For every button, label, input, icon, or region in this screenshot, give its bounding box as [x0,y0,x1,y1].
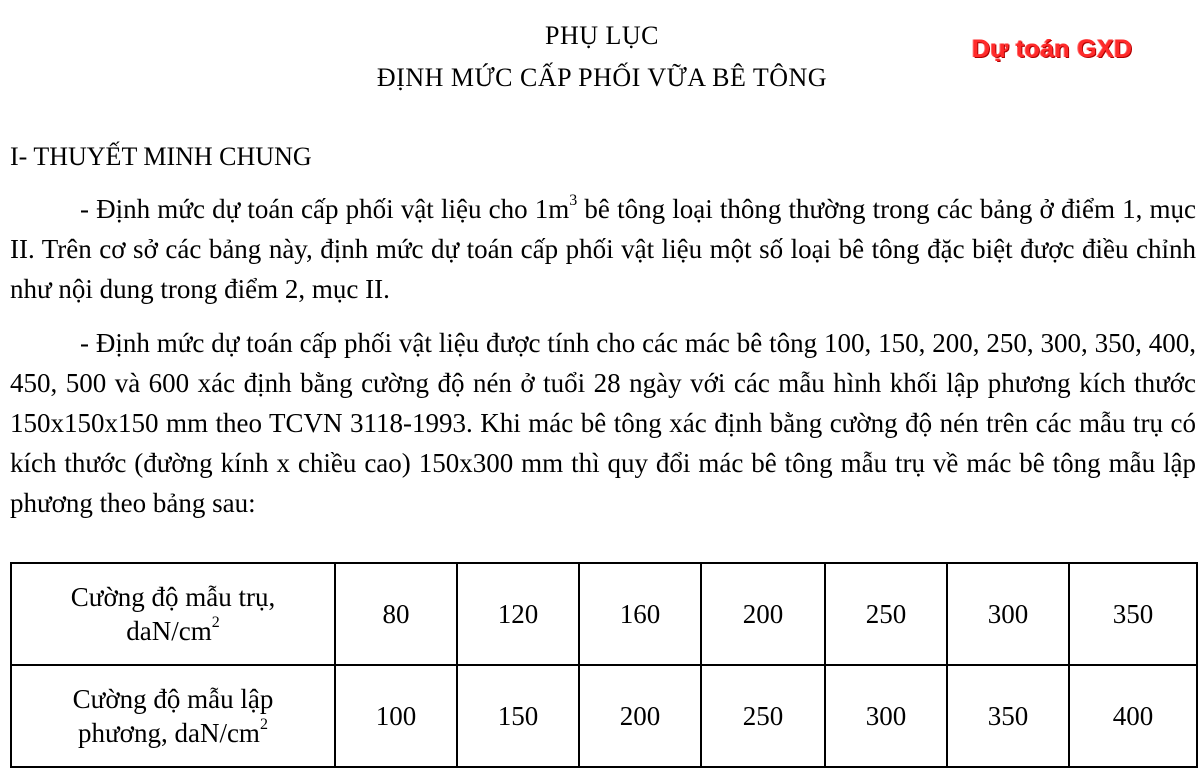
table-cell: 400 [1069,665,1197,767]
row-label-cylinder-sup: 2 [211,614,220,631]
table-cell: 200 [579,665,701,767]
row-label-cube-sup: 2 [259,716,268,733]
appendix-title: PHỤ LỤC [544,21,659,50]
row-label-cube [11,665,335,767]
table-cell: 250 [701,665,825,767]
conversion-table [10,562,1198,768]
table-cell: 350 [947,665,1069,767]
table-row-cube [11,665,1197,767]
table-cell: 80 [335,563,457,665]
row-label-cylinder-line2: daN/cm [126,616,212,646]
table-cell: 120 [457,563,579,665]
paragraph-1-text-a: - Định mức dự toán cấp phối vật liệu cho 1m [80,194,570,224]
table-cell: 100 [335,665,457,767]
document-subtitle: ĐỊNH MỨC CẤP PHỐI VỮA BÊ TÔNG [376,63,828,92]
paragraph-1 [10,189,1196,309]
table-cell: 250 [825,563,947,665]
watermark-logo: Dự toán GXD [972,35,1133,63]
row-label-cube-line1: Cường độ mẫu lập [72,684,274,714]
table-cell: 160 [579,563,701,665]
table-cell: 150 [457,665,579,767]
row-label-cube-line2: phương, daN/cm [78,718,260,748]
paragraph-1-text-b: bê tông loại thông thường trong các bảng ở điểm 1, mục II. Trên cơ sở các bảng này, định mức dự toán cấp phối vật liệu một số loại bê tông đặc biệt được điều chỉnh như nội dung trong điểm 2, mục II. [10,194,1196,304]
table-cell: 200 [701,563,825,665]
table-cell: 300 [825,665,947,767]
table-cell: 350 [1069,563,1197,665]
section-heading: I- THUYẾT MINH CHUNG [10,142,312,171]
table-row-cylinder [11,563,1197,665]
row-label-cylinder [11,563,335,665]
row-label-cylinder-line1: Cường độ mẫu trụ, [70,582,276,612]
paragraph-1-superscript: 3 [569,192,578,209]
paragraph-2: - Định mức dự toán cấp phối vật liệu được tính cho các mác bê tông 100, 150, 200, 250, 300, 350, 400, 450, 500 và 600 xác định bằng cường độ nén ở tuổi 28 ngày với các mẫu hình khối lập phương kích thước 150x150x150 mm theo TCVN 3118-1993. Khi mác bê tông xác định bằng cường độ nén trên các mẫu trụ có kích thước (đường kính x chiều cao) 150x300 mm thì quy đổi mác bê tông mẫu trụ về mác bê tông mẫu lập phương theo bảng sau: [10,328,1196,518]
table-cell: 300 [947,563,1069,665]
